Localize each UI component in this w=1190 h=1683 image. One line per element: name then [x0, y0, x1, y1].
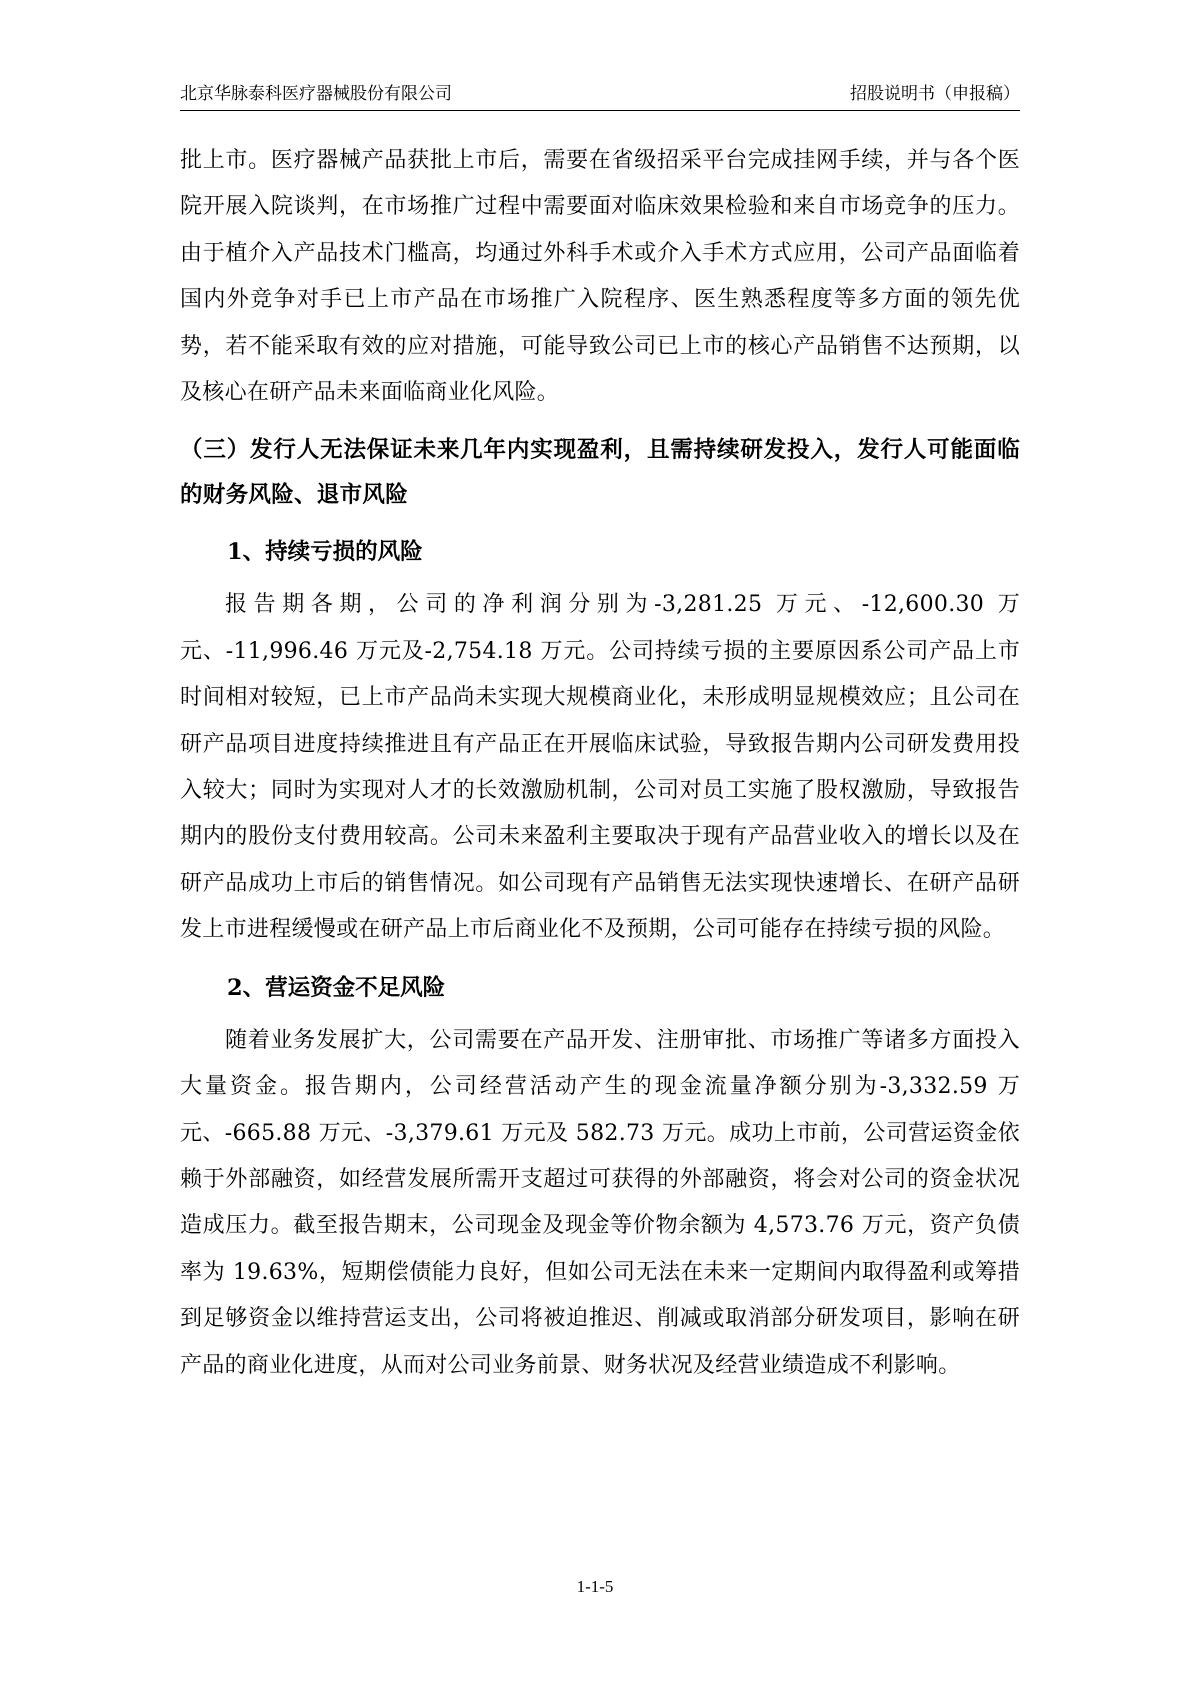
section-heading: （三）发行人无法保证未来几年内实现盈利，且需持续研发投入，发行人可能面临的财务风险、退市风险: [180, 437, 1020, 509]
header-company-name: 北京华脉泰科医疗器械股份有限公司: [180, 84, 452, 104]
main-content: [180, 138, 1020, 1389]
header-document-type: 招股说明书（申报稿）: [850, 84, 1020, 104]
intro-paragraph: 批上市。医疗器械产品获批上市后，需要在省级招采平台完成挂网手续，并与各个医院开展入院谈判，在市场推广过程中需要面对临床效果检验和来自市场竞争的压力。由于植介入产品技术门槛高，均通过外科手术或介入手术方式应用，公司产品面临着国内外竞争对手已上市产品在市场推广入院程序、医生熟悉程度等多方面的领先优势，若不能采取有效的应对措施，可能导致公司已上市的核心产品销售不达预期，以及核心在研产品未来面临商业化风险。: [180, 148, 1020, 406]
subsection-paragraph-working-capital: 随着业务发展扩大，公司需要在产品开发、注册审批、市场推广等诸多方面投入大量资金。报告期内，公司经营活动产生的现金流量净额分别为-3,332.59 万元、-665.88 万元、-3,379.61 万元及 582.73 万元。成功上市前，公司营运资金依赖于外部融资，如经营发展所需开支超过可获得的外部融资，将会对公司的资金状况造成压力。截至报告期末，公司现金及现金等价物余额为 4,573.76 万元，资产负债率为 19.63%，短期偿债能力良好，但如公司无法在未来一定期间内取得盈利或筹措到足够资金以维持营运支出，公司将被迫推迟、削减或取消部分研发项目，影响在研产品的商业化进度，从而对公司业务前景、财务状况及经营业绩造成不利影响。: [180, 1027, 1020, 1378]
page-header: [180, 84, 1020, 111]
subsection-heading-working-capital: 2、营运资金不足风险: [227, 974, 446, 1001]
page-number: 1-1-5: [576, 1577, 614, 1596]
subsection-heading-continuous-loss: 1、持续亏损的风险: [227, 539, 423, 566]
subsection-paragraph-continuous-loss: 报告期各期，公司的净利润分别为-3,281.25 万元、-12,600.30 万元、-11,996.46 万元及-2,754.18 万元。公司持续亏损的主要原因系公司产品上市时间相对较短，已上市产品尚未实现大规模商业化，未形成明显规模效应；且公司在研产品项目进度持续推进且有产品正在开展临床试验，导致报告期内公司研发费用投入较大；同时为实现对人才的长效激励机制，公司对员工实施了股权激励，导致报告期内的股份支付费用较高。公司未来盈利主要取决于现有产品营业收入的增长以及在研产品成功上市后的销售情况。如公司现有产品销售无法实现快速增长、在研产品研发上市进程缓慢或在研产品上市后商业化不及预期，公司可能存在持续亏损的风险。: [180, 592, 1020, 943]
